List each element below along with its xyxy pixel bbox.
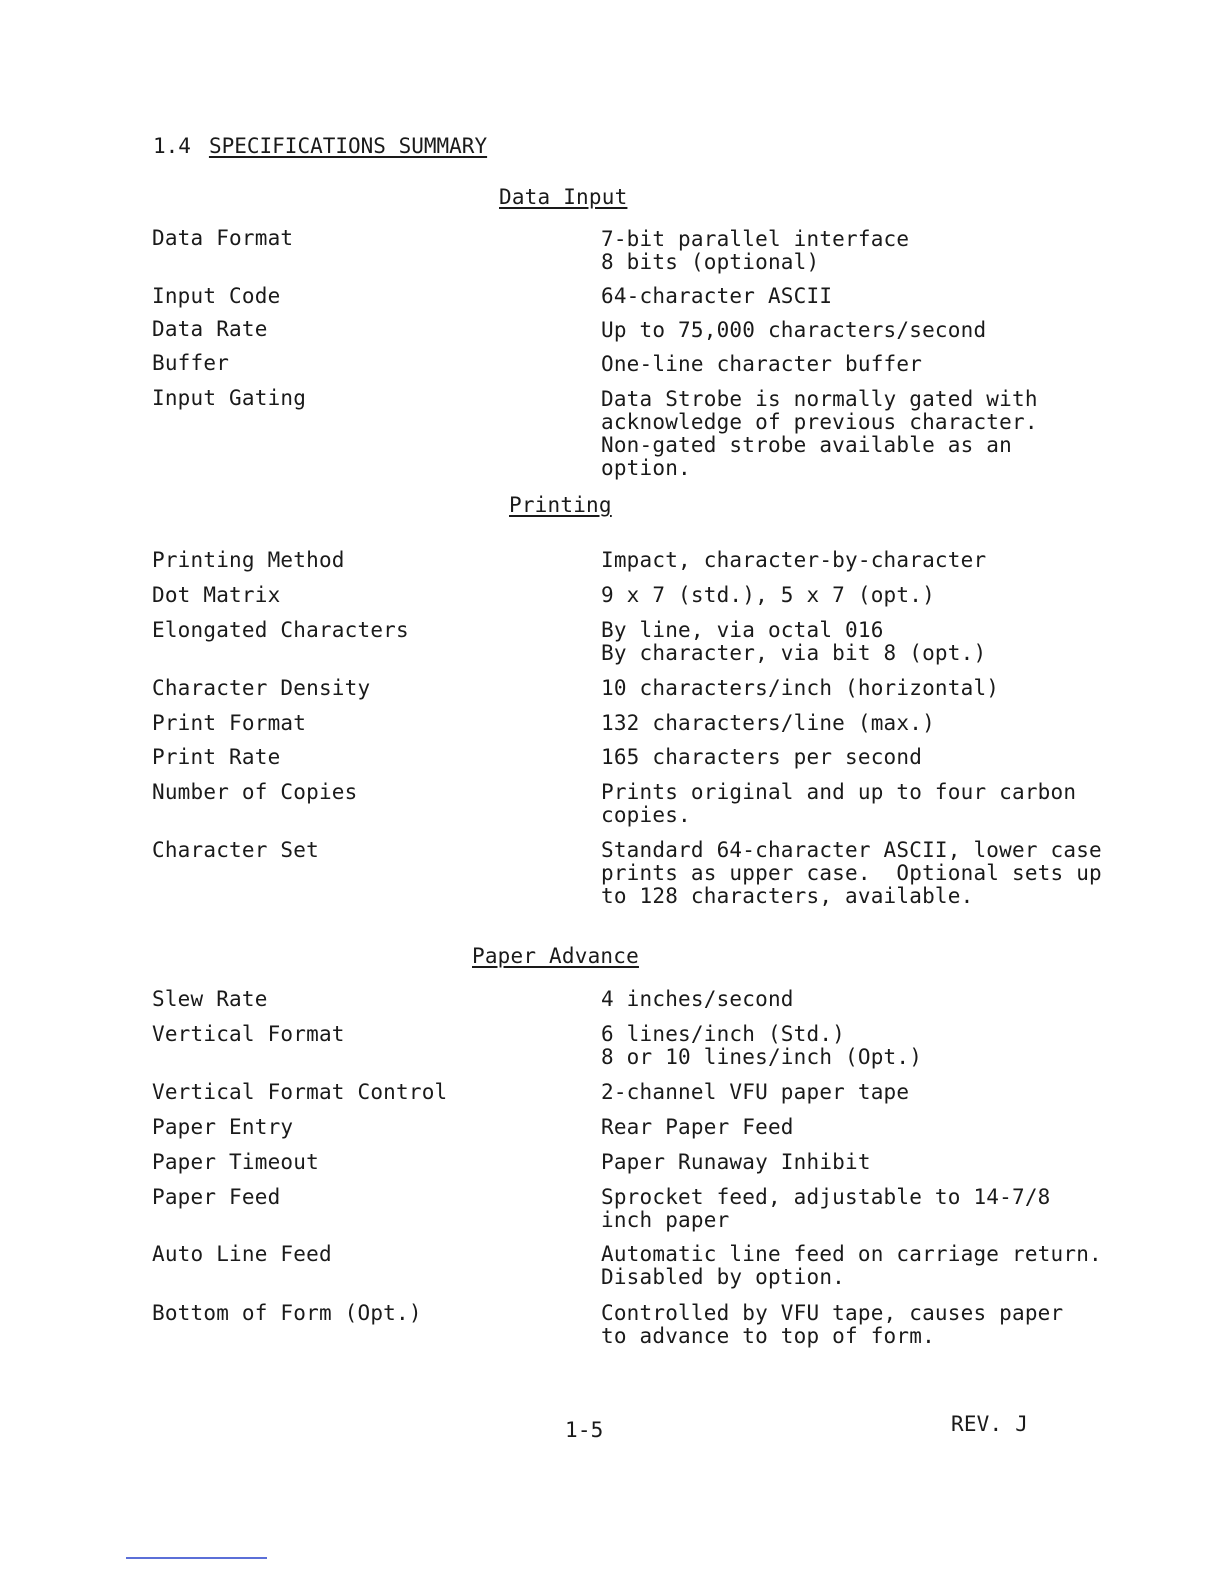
heading-title: SPECIFICATIONS SUMMARY [208,134,488,158]
spec-label-vertical-format-control: Vertical Format Control [152,1080,448,1104]
spec-value-input-code: 64-character ASCII [601,284,833,308]
spec-value-character-set: Standard 64-character ASCII, lower case prints as upper case. Optional sets up to 128 characters, available. [601,838,1102,908]
spec-value-buffer: One-line character buffer [601,352,923,376]
spec-value-print-format: 132 characters/line (max.) [601,711,935,735]
spec-value-character-density: 10 characters/inch (horizontal) [601,676,1000,700]
page-number: 1-5 [565,1418,604,1442]
spec-label-data-rate: Data Rate [152,317,268,341]
spec-label-vertical-format: Vertical Format [152,1022,345,1046]
spec-value-input-gating: Data Strobe is normally gated with acknowledge of previous character. Non-gated strobe available as an option. [601,387,1038,480]
spec-label-print-rate: Print Rate [152,745,281,769]
scan-edge-line [126,1557,267,1559]
spec-label-data-format: Data Format [152,226,294,250]
spec-label-paper-timeout: Paper Timeout [152,1150,319,1174]
spec-value-number-of-copies: Prints original and up to four carbon copies. [601,780,1077,827]
spec-value-auto-line-feed: Automatic line feed on carriage return. Disabled by option. [601,1242,1102,1289]
spec-label-slew-rate: Slew Rate [152,987,268,1011]
spec-value-bottom-of-form: Controlled by VFU tape, causes paper to advance to top of form. [601,1301,1064,1348]
heading-number: 1.4 [153,134,191,158]
spec-value-paper-entry: Rear Paper Feed [601,1115,794,1139]
spec-value-elongated-characters: By line, via octal 016 By character, via bit 8 (opt.) [601,618,987,665]
spec-value-paper-feed: Sprocket feed, adjustable to 14-7/8 inch paper [601,1185,1051,1232]
spec-label-character-density: Character Density [152,676,371,700]
spec-value-paper-timeout: Paper Runaway Inhibit [601,1150,871,1174]
spec-label-auto-line-feed: Auto Line Feed [152,1242,332,1266]
spec-value-dot-matrix: 9 x 7 (std.), 5 x 7 (opt.) [601,583,935,607]
spec-label-input-gating: Input Gating [152,386,307,410]
spec-value-printing-method: Impact, character-by-character [601,548,987,572]
spec-label-elongated-characters: Elongated Characters [152,618,409,642]
spec-value-vertical-format-control: 2-channel VFU paper tape [601,1080,910,1104]
spec-label-paper-feed: Paper Feed [152,1185,281,1209]
spec-label-printing-method: Printing Method [152,548,345,572]
spec-label-buffer: Buffer [152,351,230,375]
spec-value-slew-rate: 4 inches/second [601,987,794,1011]
spec-label-dot-matrix: Dot Matrix [152,583,281,607]
section-heading [153,134,487,158]
spec-label-bottom-of-form: Bottom of Form (Opt.) [152,1301,422,1325]
spec-value-vertical-format: 6 lines/inch (Std.) 8 or 10 lines/inch (Opt.) [601,1022,923,1069]
paper-advance-title: Paper Advance [472,944,639,968]
spec-label-paper-entry: Paper Entry [152,1115,294,1139]
spec-value-data-rate: Up to 75,000 characters/second [601,318,987,342]
spec-label-number-of-copies: Number of Copies [152,780,358,804]
data-input-title: Data Input [499,185,628,209]
revision-label: REV. J [951,1412,1029,1436]
spec-value-data-format: 7-bit parallel interface 8 bits (optional) [601,227,910,274]
printing-title: Printing [509,493,612,517]
spec-label-print-format: Print Format [152,711,307,735]
spec-label-character-set: Character Set [152,838,319,862]
spec-label-input-code: Input Code [152,284,281,308]
spec-value-print-rate: 165 characters per second [601,745,923,769]
